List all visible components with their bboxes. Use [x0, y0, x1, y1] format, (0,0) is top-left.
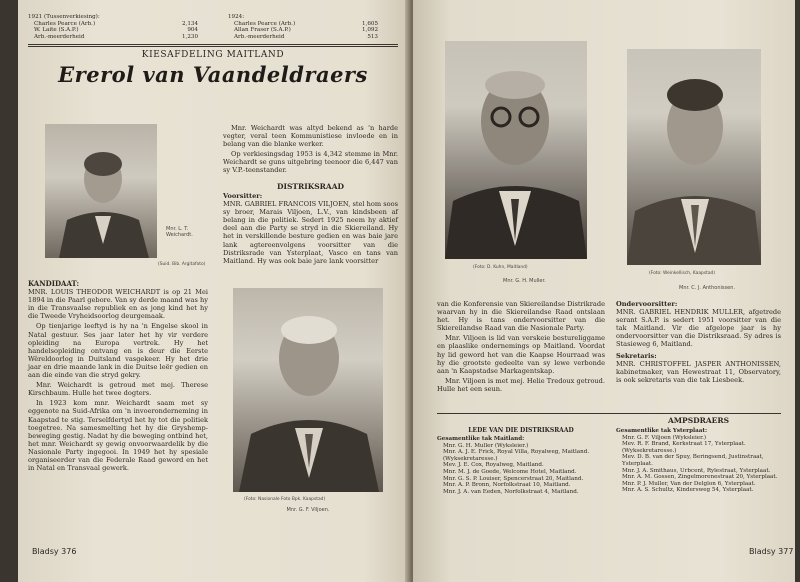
viljoen-continued	[437, 300, 605, 395]
vote-count: 1,230	[181, 33, 198, 40]
muller-credit: (Foto: D. Kuhn, Maitland)	[473, 265, 528, 270]
ampsdraers-heading: AMPSDRAERS	[667, 416, 730, 425]
divider	[437, 413, 781, 414]
voorsitter-block	[223, 192, 398, 267]
weichardt-photo	[45, 124, 157, 258]
page-number: Bladsy 376	[32, 547, 77, 556]
kandidaat-paragraph: Op tienjarige leeftyd is hy na 'n Engelse skool in Natal gestuur. Ses jaar later het hy vir verdere opleiding na Europa vertrek. Hy het handelsopleiding ontvang en is deur die Eerste Wêreldoorlog in Duitsland vasgekeer. Hy het drie jaar en drie maande lank in die Duitse leër gedien en aan die einde van die stryd gekry.	[28, 322, 208, 380]
results-row	[228, 27, 378, 34]
results-1921	[28, 14, 198, 40]
vote-count: 1,092	[361, 27, 378, 34]
portrait-image	[445, 41, 587, 259]
list-item: Mev. D. B. van der Spuy, Beringsend, Justinstraat, Ysterplaat.	[622, 454, 764, 467]
candidate-name: Arb.-meerderheid	[234, 33, 285, 40]
muller-caption: Mnr. G. H. Muller.	[503, 278, 546, 284]
viljoen-photo	[233, 288, 383, 492]
portrait-image	[45, 124, 157, 258]
divider	[28, 46, 398, 47]
continued-paragraph: van die Konferensie van Skiereilandse Distrikrade waarvan hy in die Skiereilandse Raad ontslaan het. Hy is tans ondervoorsitter van die Skiereilandse Raad van die Nasionale Party.	[437, 300, 605, 333]
candidate-name: Arb.-meerderheid	[34, 33, 85, 40]
ondervoorsitter-label: Ondervoorsitter:	[616, 300, 678, 308]
muller-photo	[445, 41, 587, 259]
page-headline: Ererol van Vaandeldraers	[58, 62, 368, 87]
candidate-name: Allan Fraser (S.A.P.)	[234, 27, 291, 34]
kandidaat-paragraph: Mnr. Weichardt is getroud met mej. Therese Kirschbaum. Hulle het twee dogters.	[28, 381, 208, 398]
kandidaat-paragraph: MNR. LOUIS THEODOR WEICHARDT is op 21 Mei 1894 in die Paarl gebore. Van sy derde maand was hy in die Transvaalse republiek en as jong kind het hy die Tweede Vryheidsoorlog deurgemaak.	[28, 288, 208, 321]
vote-count: 2,134	[181, 20, 198, 27]
results-1924-year: 1924:	[228, 14, 245, 20]
list-item: Mnr. J. A. Smithaus, Urbcent, Rylestraat, Ysterplaat.	[622, 467, 771, 474]
ondervoorsitter-text: MNR. GABRIEL HENDRIK MULLER, afgetrede serant S.A.P. is sedert 1951 voorsitter van die tak Maitland. Vir die afgelope jaar is hy ondervoorsitter van die Distriksraad. Sy adres is Stasieweg 6, Maitland.	[616, 308, 781, 349]
continued-paragraph: Mnr. Viljoen is met mej. Helie Tredoux getroud. Hulle het een seun.	[437, 376, 605, 393]
list-item: Mev. J. E. Cox, Royalweg, Maitland.	[443, 462, 544, 469]
list-item: Mnr. A. S. Schultz, Kindersweg 54, Ysterplaat.	[622, 487, 754, 494]
intro-paragraph: Mnr. Weichardt was altyd bekend as 'n harde vegter, veral teen Kommunistiese invloede en in belang van die blanke werker.	[223, 124, 398, 149]
portrait-image	[233, 288, 383, 492]
maitland-subheading: Gesamentlike tak Maitland:	[437, 436, 525, 442]
intro-text	[223, 124, 398, 177]
list-item: Mnr. M. J. de Goede, Welcome Hotel, Maitland.	[443, 468, 577, 475]
results-1921-year: 1921 (Tussenverkiesing):	[28, 14, 100, 20]
results-1924	[228, 14, 378, 40]
sekretaris-text: MNR. CHRISTOFFEL JASPER ANTHONISSEN, kabinetmaker, van Hewestraat 11, Observatory, is ook sekretaris van die tak Liesbeek.	[616, 359, 781, 384]
page-number: Bladsy 377	[749, 547, 794, 556]
anthonissen-photo	[627, 49, 761, 265]
anthonissen-credit: (Foto: Weinkellisch, Kaapstad)	[649, 271, 716, 276]
list-item: Mnr. A. M. Gossen, Zingelmorenestraat 20, Ysterplaat.	[622, 474, 778, 481]
ysterplaat-members	[616, 428, 784, 494]
candidate-name: W. Laite (S.A.P.)	[34, 27, 79, 34]
list-item: Mnr. J. A. van Eeden, Norfolkstraat 4, Maitland.	[443, 488, 579, 495]
kandidaat-block	[28, 280, 208, 474]
continued-paragraph: Mnr. Viljoen is lid van verskeie bestureliggame en plaaslike ondernemings op Maitland. Voordat hy lid geword het van die Kaapse Hourraad was hy die grootste gedeelte van sy lewe verbonde aan 'n Kaapstadse Markagentskap.	[437, 334, 605, 375]
right-page	[413, 0, 795, 582]
kandidaat-label: KANDIDAAT:	[28, 279, 80, 288]
list-item: Mnr. G. F. Viljoen (Wyksleier.)	[622, 434, 707, 441]
lede-heading: LEDE VAN DIE DISTRIKSRAAD	[468, 427, 574, 434]
vote-count: 1,605	[361, 20, 378, 27]
viljoen-credit: (Foto: Nasionale Foto Bpk. Kaapstad)	[244, 497, 326, 502]
intro-paragraph: Op verkiesingsdag 1953 is 4,342 stemme in Mnr. Weichardt se guns uitgebring teenoor die 6,447 van sy V.P.-teenstander.	[223, 150, 398, 175]
results-row	[28, 34, 198, 41]
candidate-name: Charles Pearce (Arb.)	[34, 20, 96, 27]
constituency-kicker: KIESAFDELING MAITLAND	[141, 50, 285, 60]
distriksraad-heading: DISTRIKSRAAD	[276, 182, 345, 191]
list-item: Mnr. P. J. Muller, Van der Delglon 6, Ysterplaat.	[622, 480, 756, 487]
ysterplaat-subheading: Gesamentlike tak Ysterplaat:	[616, 428, 708, 434]
voorsitter-text: MNR. GABRIEL FRANCOIS VILJOEN, stel hom soos sy broer, Marais Viljoen, L.V., van kindsbeen af belang in die politiek. Sedert 1925 neem hy aktief deel aan die Party se stryd in die Skiereiland. Hy het in verskillende besture gedien en was baie jare lank agtereenvolgens voorsitter van die Distriksrade van Ysterplaat, Vasco en tans van Maitland. Hy was ook baie jare lank voorsitter	[223, 200, 398, 265]
list-item: Mnr. A. J. E. Frick, Royal Villa, Royalweg, Maitland. (Wyksekretaresse.)	[443, 449, 590, 462]
list-item: Mnr. A. P. Bronn, Norfolkstraat 10, Maitland.	[443, 482, 571, 489]
list-item: Mev. R. F. Brand, Kerkstraat 17, Ysterplaat. (Wyksekretaresse.)	[622, 441, 746, 454]
maitland-members	[437, 436, 607, 495]
portrait-image	[627, 49, 761, 265]
results-row	[228, 34, 378, 41]
results-row	[28, 27, 198, 34]
kandidaat-paragraph: In 1923 kom mnr. Weichardt saam met sy eggenote na Suid-Afrika om 'n invoeronderneming in Kaapstad te stig. Terselfdertyd het hy tot die politiek toegetree. Na samesmelting het hy die Gryshemp-beweging gestig. Nadat hy die beweging ontbind het, het mnr. Weichardt sy gewig onvoorwaardelik by die Nasionale Party ingegooi. In 1949 het hy spesiale organiseerder van die Federale Raad geword en het in Natal en Transvaal gewerk.	[28, 399, 208, 473]
divider	[28, 44, 398, 45]
list-item: Mnr. G. S. P. Louiser, Spencerstraat 20, Maitland.	[443, 475, 584, 482]
candidate-name: Charles Pearce (Arb.)	[234, 20, 296, 27]
officers-block	[616, 300, 781, 386]
list-item: Mnr. G. H. Muller (Wyksleier.)	[443, 442, 529, 449]
voorsitter-label: Voorsitter:	[223, 192, 263, 200]
anthonissen-caption: Mnr. C. J. Anthonissen.	[679, 285, 735, 291]
weichardt-credit: (Suid. Bib. Argitafoto)	[158, 262, 206, 267]
viljoen-caption: Mnr. G. F. Viljoen.	[286, 507, 330, 513]
sekretaris-label: Sekretaris:	[616, 351, 657, 360]
vote-count: 904	[187, 27, 198, 34]
weichardt-caption: Mnr. L. T. Weichardt.	[166, 226, 193, 238]
vote-count: 513	[367, 33, 378, 40]
left-page	[18, 0, 411, 582]
